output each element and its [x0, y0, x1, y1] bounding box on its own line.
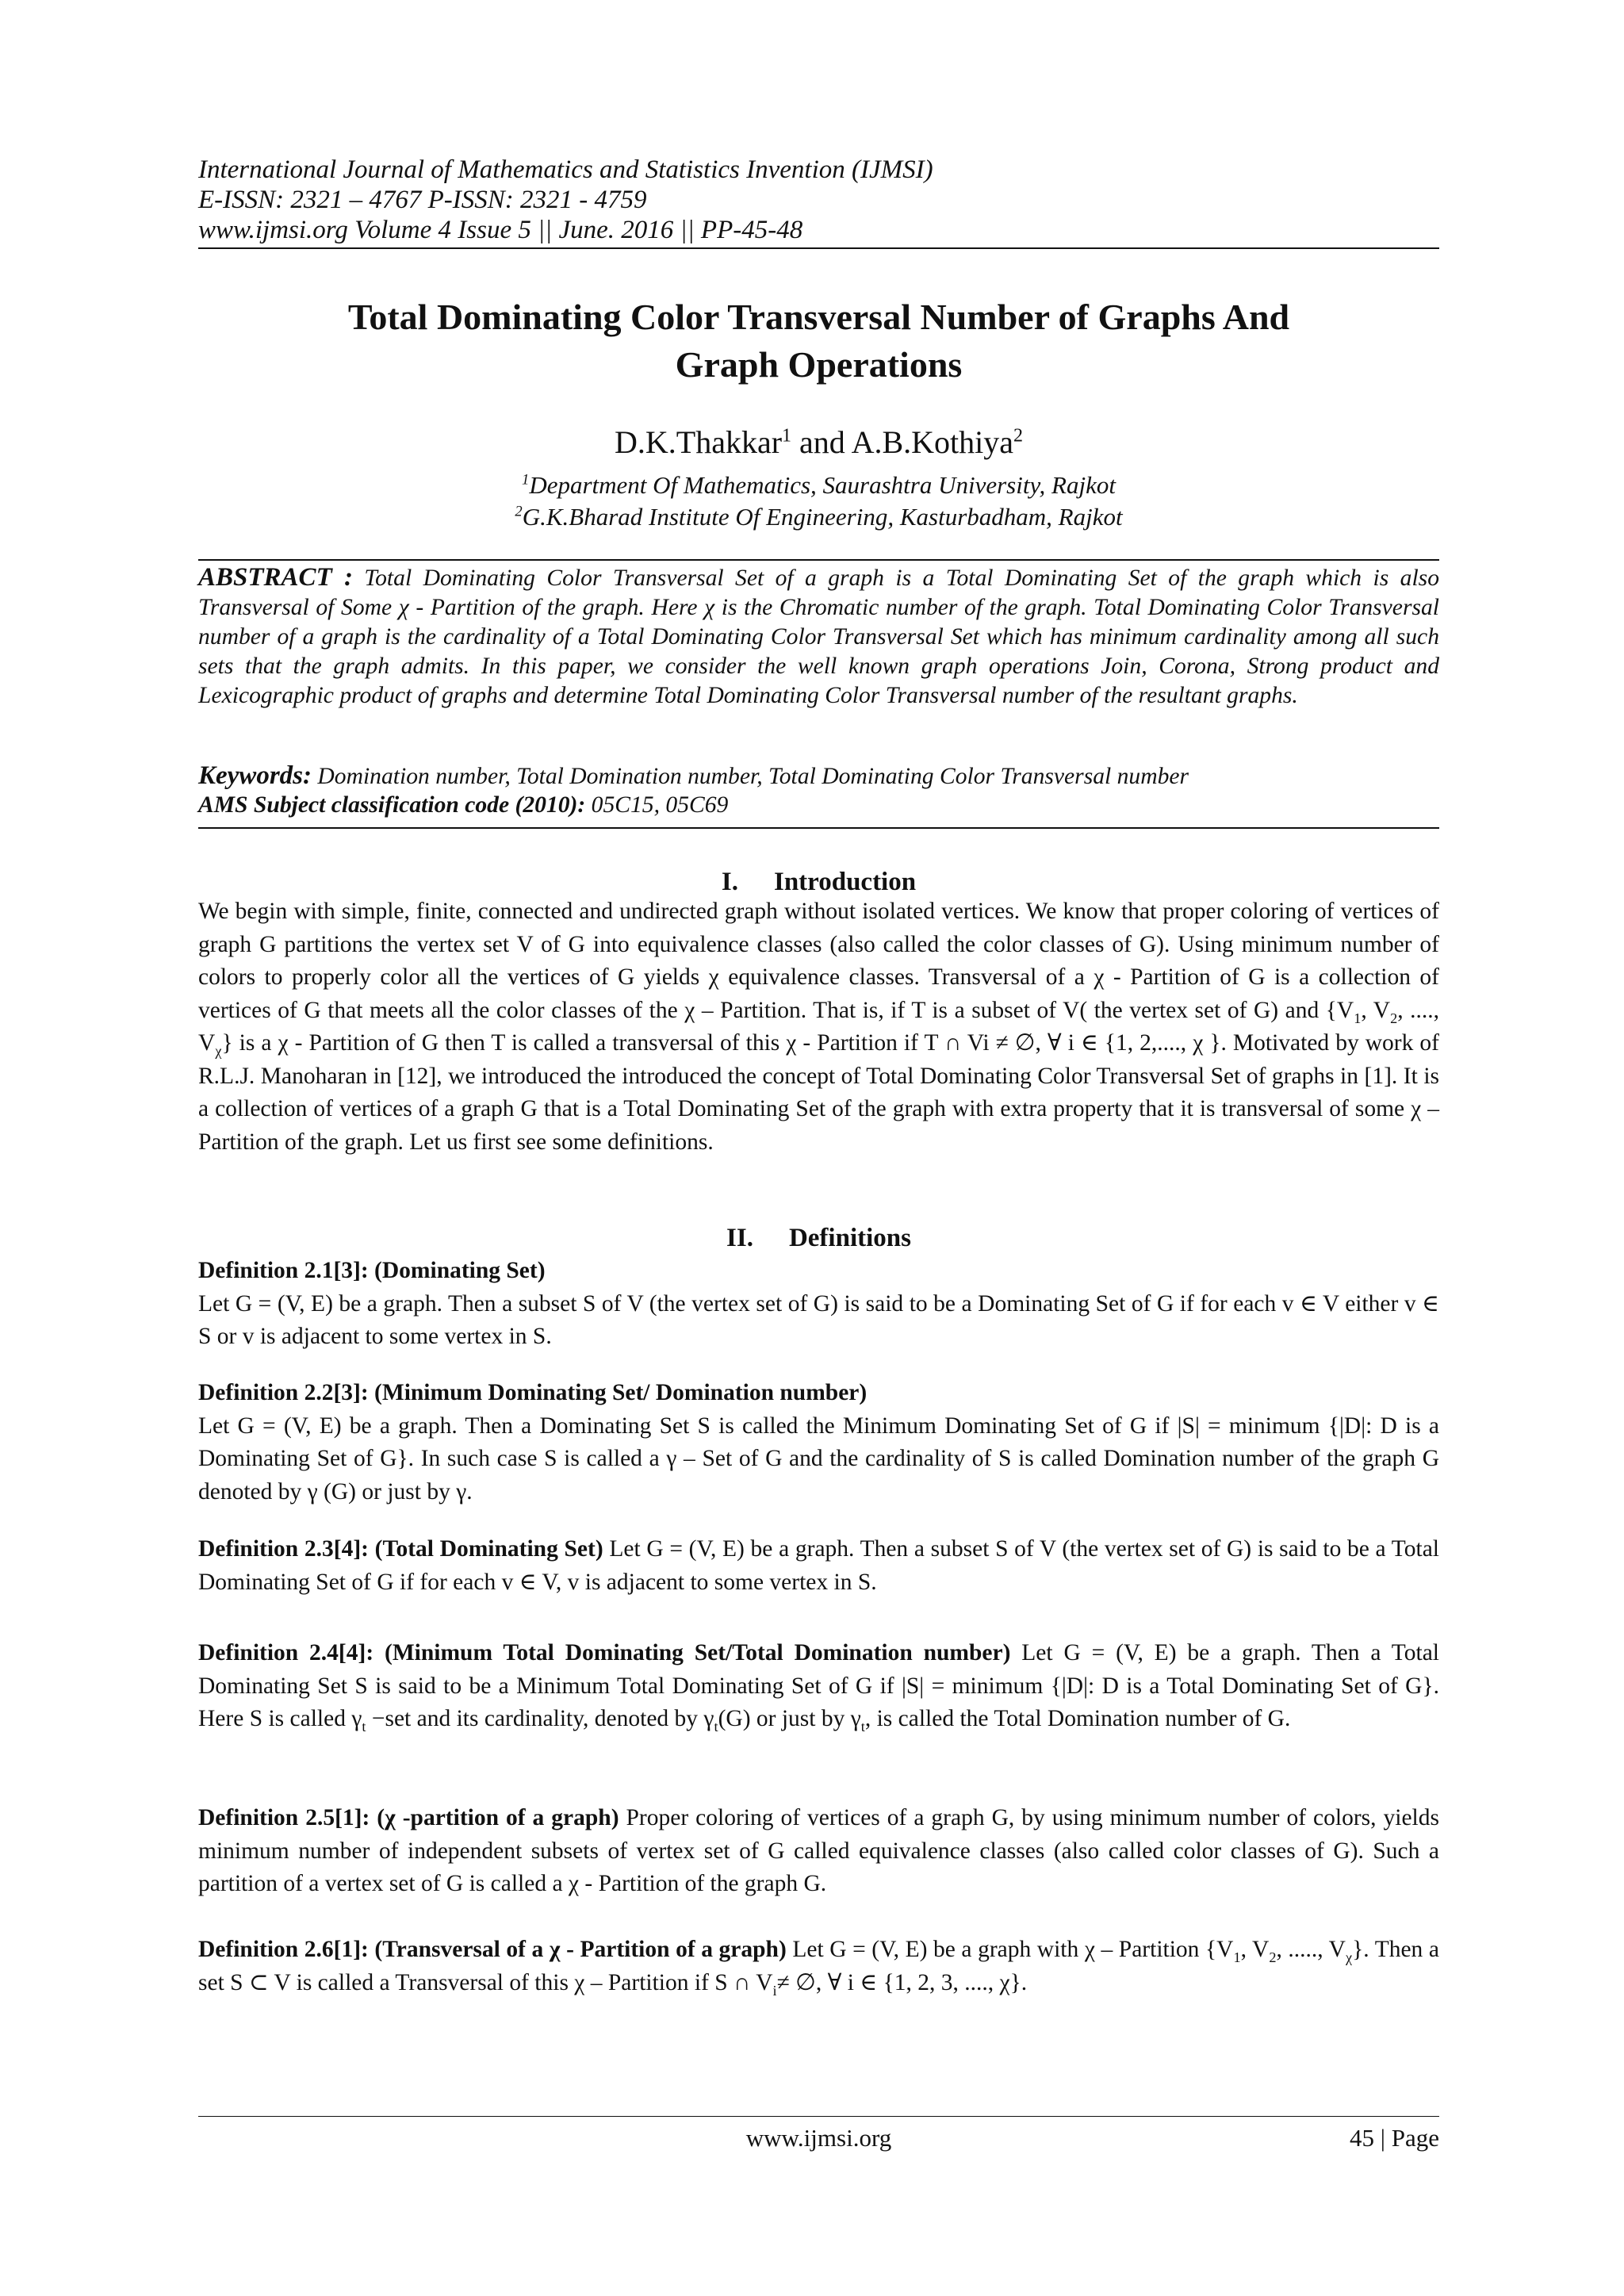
- definition-text: , ....., V: [1276, 1937, 1346, 1962]
- paragraph-text: , ...., V: [198, 997, 1439, 1056]
- abstract-text: Total Dominating Color Transversal Set of a graph is a Total Dominating Set of the graph which is also Transversal of Some χ - Partition of the graph. Here χ is the Chromatic number of the graph. Total Dominating Color Transversal number of a graph is the cardinality of a Total Dominating Color Transversal Set which has minimum cardinality among all such sets that the graph admits. In this paper, we consider the well known graph operations Join, Corona, Strong product and Lexicographic product of graphs and determine Total Dominating Color Transversal number of the resultant graphs.: [198, 565, 1439, 708]
- definition-2-6: [198, 1934, 1439, 1999]
- subscript: 2: [1269, 1949, 1277, 1965]
- ams-label: AMS Subject classification code (2010):: [198, 792, 586, 818]
- section-title: Introduction: [773, 868, 917, 896]
- abstract-top-rule: [198, 559, 1439, 561]
- keywords: [198, 761, 1439, 792]
- definition-title: Definition 2.4[4]: (Minimum Total Dominating Set/Total Domination number): [198, 1640, 1011, 1665]
- definition-text: Let G = (V, E) be a graph with χ – Partition {V: [786, 1937, 1234, 1962]
- keywords-label: Keywords:: [198, 761, 312, 790]
- abstract-label: ABSTRACT :: [198, 563, 353, 592]
- keywords-text: Domination number, Total Domination number, Total Dominating Color Transversal number: [312, 764, 1189, 789]
- affiliation: [198, 502, 1439, 532]
- paragraph-text: We begin with simple, finite, connected and undirected graph without isolated vertices. We know that proper coloring of vertices of graph G partitions the vertex set V of G into equivalence classes (also called the color classes of G). Using minimum number of colors to properly color all the vertices of G yields χ equivalence classes. Transversal of a χ - Partition of G is a collection of vertices of G that meets all the color classes of the χ – Partition. That is, if T is a subset of V( the vertex set of G) and {V: [198, 899, 1439, 1023]
- definition-title: Definition 2.3[4]: (Total Dominating Set): [198, 1536, 603, 1562]
- author-name: A.B.Kothiya: [851, 424, 1014, 460]
- header-rule: [198, 247, 1439, 249]
- affiliation-text: G.K.Bharad Institute Of Engineering, Kasturbadham, Rajkot: [522, 503, 1123, 531]
- section-heading: [198, 866, 1439, 898]
- page-number: 45 | Page: [1350, 2124, 1439, 2152]
- subscript: χ: [1346, 1949, 1353, 1965]
- journal-name: International Journal of Mathematics and Statistics Invention (IJMSI): [198, 155, 933, 184]
- definition-text: (G) or just by γ: [718, 1706, 861, 1731]
- definition-2-5: [198, 1802, 1439, 1901]
- definition-text: }. Then a set S ⊂ V is called a Transversal of this χ – Partition if S ∩ V: [198, 1937, 1439, 1995]
- author-affil-mark: 2: [1013, 425, 1024, 447]
- author-conjunction: and: [791, 424, 852, 460]
- section-number: II.: [726, 1224, 753, 1252]
- definition-text: , V: [1240, 1937, 1270, 1962]
- author-name: D.K.Thakkar: [614, 424, 783, 460]
- definition-text: , is called the Total Domination number of G.: [864, 1706, 1291, 1731]
- definition-text: ≠ ∅, ∀ i ∈ {1, 2, 3, ...., χ}.: [776, 1969, 1028, 1995]
- definition-text: Let G = (V, E) be a graph. Then a subset S of V (the vertex set of G) is said to be a Total Dominating Set of G if for each v ∈ V, v is adjacent to some vertex in S.: [198, 1536, 1439, 1595]
- definition-text: Proper coloring of vertices of a graph G, by using minimum number of colors, yields minimum number of independent subsets of vertex set of G called equivalence classes (also called color classes of G). Such a partition of a vertex set of G is called a χ - Partition of the graph G.: [198, 1805, 1439, 1896]
- introduction-paragraph: [198, 895, 1439, 1159]
- footer-website: www.ijmsi.org: [745, 2124, 892, 2152]
- paper-page: [198, 0, 1439, 2296]
- affiliation: [198, 470, 1439, 500]
- section-heading: [198, 1222, 1439, 1254]
- subscript: t: [714, 1718, 718, 1734]
- definition-2-2: [198, 1377, 1439, 1508]
- paper-title: [198, 293, 1439, 389]
- journal-issn: E-ISSN: 2321 – 4767 P-ISSN: 2321 - 4759: [198, 186, 647, 214]
- subscript: χ: [215, 1042, 222, 1059]
- journal-header: [198, 155, 1439, 245]
- subscript: i: [772, 1982, 777, 1999]
- definition-title: Definition 2.2[3]: (Minimum Dominating Set/ Domination number): [198, 1380, 868, 1405]
- subscript: t: [860, 1718, 865, 1734]
- title-line-2: Graph Operations: [675, 344, 963, 385]
- definition-text: −set and its cardinality, denoted by γ: [366, 1706, 714, 1731]
- section-title: Definitions: [788, 1224, 911, 1252]
- definition-title: Definition 2.6[1]: (Transversal of a χ - Partition of a graph): [198, 1937, 787, 1962]
- definition-2-4: [198, 1637, 1439, 1736]
- definition-text: Let G = (V, E) be a graph. Then a Dominating Set S is called the Minimum Dominating Set of G if |S| = minimum {|D|: D is a Dominating Set of G}. In such case S is called a γ – Set of G and the cardinality of S is called Domination number of the graph G denoted by γ (G) or just by γ.: [198, 1412, 1439, 1504]
- paragraph-text: , V: [1361, 997, 1391, 1023]
- definition-2-3: [198, 1533, 1439, 1599]
- subscript: t: [362, 1718, 366, 1734]
- affiliation-mark: 1: [522, 471, 530, 489]
- title-line-1: Total Dominating Color Transversal Number of Graphs And: [347, 297, 1290, 337]
- journal-volume: www.ijmsi.org Volume 4 Issue 5 || June. 2016 || PP-45-48: [198, 216, 803, 244]
- definition-2-1: [198, 1255, 1439, 1354]
- paragraph-text: } is a χ - Partition of G then T is called a transversal of this χ - Partition if T ∩ Vi ≠ ∅, ∀ i ∈ {1, 2,...., χ }. Motivated by work of R.L.J. Manoharan in [12], we introduced the introduced the concept of Total Dominating Color Transversal Set of graphs in [1]. It is a collection of vertices of a graph G that is a Total Dominating Set of the graph with extra property that it is transversal of some χ – Partition of the graph. Let us first see some definitions.: [198, 1030, 1439, 1155]
- section-number: I.: [721, 868, 738, 896]
- author-list: [198, 424, 1439, 462]
- affiliation-mark: 2: [515, 503, 523, 520]
- affiliation-text: Department Of Mathematics, Saurashtra University, Rajkot: [529, 471, 1116, 499]
- definition-title: Definition 2.5[1]: (χ -partition of a graph): [198, 1805, 619, 1830]
- abstract-bottom-rule: [198, 827, 1439, 829]
- subscript: 2: [1390, 1010, 1398, 1026]
- abstract: [198, 563, 1439, 711]
- definition-title: Definition 2.1[3]: (Dominating Set): [198, 1258, 546, 1283]
- footer-rule: [198, 2116, 1439, 2117]
- subscript: 1: [1233, 1949, 1241, 1965]
- ams-classification: [198, 791, 1439, 820]
- definition-text: Let G = (V, E) be a graph. Then a subset S of V (the vertex set of G) is said to be a Dominating Set of G if for each v ∈ V either v ∈ S or v is adjacent to some vertex in S.: [198, 1290, 1439, 1349]
- ams-codes: 05C15, 05C69: [585, 792, 729, 818]
- definition-text: Let G = (V, E) be a graph. Then a Total Dominating Set S is said to be a Minimum Total Dominating Set of G if |S| = minimum {|D|: D is a Total Dominating Set of G}. Here S is called γ: [198, 1640, 1439, 1731]
- subscript: 1: [1354, 1010, 1362, 1026]
- author-affil-mark: 1: [782, 425, 792, 447]
